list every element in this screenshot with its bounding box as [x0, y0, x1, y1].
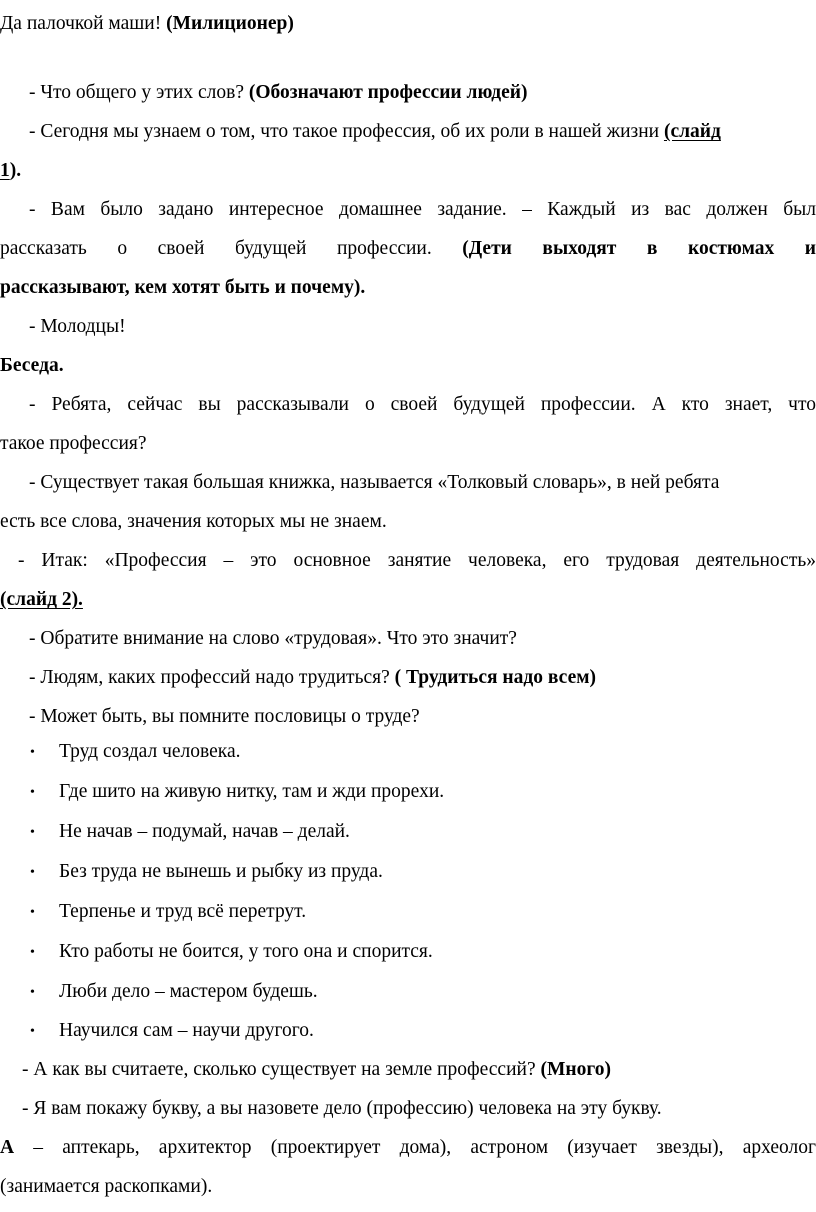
line-homework: [29, 200, 816, 220]
text: - Сегодня мы узнаем о том, что такое профессия, об их роли в нашей жизни: [29, 121, 664, 142]
text: (занимается раскопками).: [0, 1176, 213, 1197]
line-slide-2: [0, 590, 83, 610]
text: - Существует такая большая книжка, называется «Толковый словарь», в ней ребята: [29, 472, 720, 493]
bullet-icon: •: [30, 905, 35, 920]
line-dictionary: [29, 473, 719, 493]
text: - Может быть, вы помните пословицы о труде?: [29, 706, 420, 727]
line-well-done: [29, 317, 126, 337]
line-question-common: [29, 83, 528, 103]
letter-bold: А: [0, 1137, 15, 1158]
bullet-icon: •: [30, 945, 35, 960]
line-today: [29, 122, 721, 142]
line-all-words: [0, 512, 387, 532]
answer-bold: рассказывают, кем хотят быть и почему).: [0, 277, 366, 298]
slide-ref: 1).: [0, 160, 22, 181]
line-excavations: [0, 1177, 212, 1197]
answer-bold: (Милиционер): [166, 13, 294, 34]
section-heading-conversation: [0, 356, 64, 376]
slide-ref: (слайд 2).: [0, 589, 83, 610]
text: - Вам было задано интересное домашнее задание. – Каждый из вас должен был: [29, 199, 816, 220]
answer-bold: (Дети выходят в костюмах и: [462, 238, 816, 259]
line-what-is: [0, 434, 147, 454]
text: такое профессия?: [0, 433, 147, 454]
line-militsioner: [0, 14, 294, 34]
slide-ref: (слайд: [663, 121, 721, 142]
text: - Итак: «Профессия – это основное занятие человека, его трудовая деятельность»: [18, 550, 816, 571]
bullet-icon: •: [30, 825, 35, 840]
text: есть все слова, значения которых мы не знаем.: [0, 511, 387, 532]
answer-bold: (Много): [540, 1059, 611, 1080]
line-proverbs-intro: [29, 707, 420, 727]
text: - Я вам покажу букву, а вы назовете дело (профессию) человека на эту букву.: [22, 1098, 662, 1119]
text: - А как вы считаете, сколько существует на земле профессий?: [22, 1059, 541, 1080]
line-kids: [29, 395, 816, 415]
line-letter-game: [22, 1099, 662, 1119]
answer-bold: (Обозначают профессии людей): [248, 82, 528, 103]
line-attention: [29, 629, 517, 649]
heading: Беседа.: [0, 355, 64, 376]
bullet-icon: •: [30, 1024, 35, 1039]
line-slide-1: [0, 161, 21, 181]
text: - Людям, каких профессий надо трудиться?: [29, 667, 395, 688]
line-letter-a: [0, 1138, 816, 1158]
text: рассказать о своей будущей профессии.: [0, 238, 463, 259]
bullet-icon: •: [30, 745, 35, 760]
text: - Что общего у этих слов?: [29, 82, 249, 103]
line-definition: [18, 551, 816, 571]
answer-bold: ( Трудиться надо всем): [394, 667, 597, 688]
bullet-icon: •: [30, 985, 35, 1000]
bullet-icon: •: [30, 785, 35, 800]
line-tell-cont: [0, 278, 365, 298]
line-who-works: [29, 668, 596, 688]
text: Да палочкой маши!: [0, 13, 167, 34]
line-tell: [0, 239, 816, 259]
text: - Молодцы!: [29, 316, 126, 337]
text: - Ребята, сейчас вы рассказывали о своей будущей профессии. А кто знает, что: [29, 394, 816, 415]
bullet-icon: •: [30, 865, 35, 880]
text: - Обратите внимание на слово «трудовая». Что это значит?: [29, 628, 517, 649]
line-how-many: [22, 1060, 611, 1080]
text: – аптекарь, архитектор (проектирует дома), астроном (изучает звезды), археолог: [14, 1137, 816, 1158]
